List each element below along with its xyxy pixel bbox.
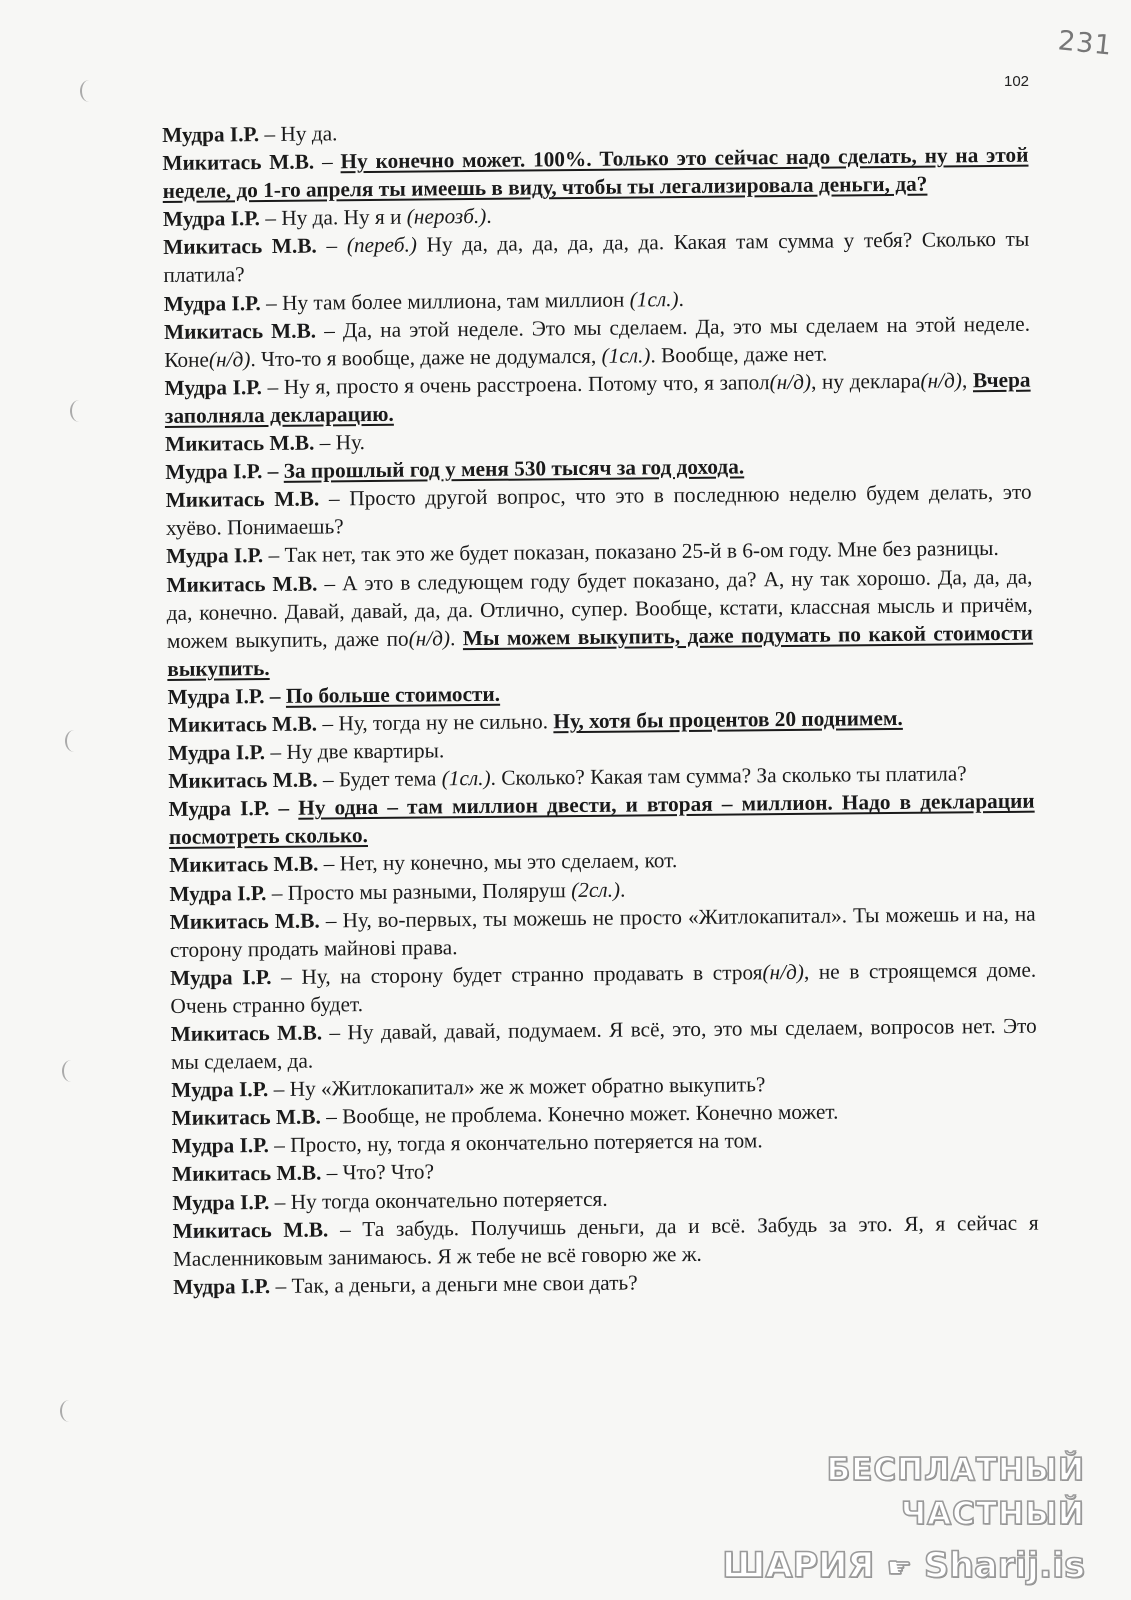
transcriber-note: (н/д)	[920, 368, 963, 393]
utterance-text: .	[486, 204, 492, 229]
handwritten-page-number: 231	[1056, 25, 1115, 62]
speaker-name: Микитась М.В.	[169, 851, 319, 878]
pointing-hand-icon: ☛	[886, 1551, 912, 1584]
speaker-dash: –	[321, 149, 333, 174]
utterance-text: Просто, ну, тогда я окончательно потеряется на том.	[290, 1128, 763, 1158]
speaker-dash: –	[270, 739, 282, 765]
speaker-name: Мудра І.Р.	[167, 683, 265, 709]
speaker-name: Микитась М.В.	[172, 1217, 329, 1243]
utterance-text: Ну «Житлокапитал» же ж может обратно выкупить?	[289, 1072, 766, 1102]
utterance-text: . Что-то я вообще, даже не додумался,	[250, 343, 602, 371]
speaker-dash: –	[328, 486, 340, 511]
speaker-name: Мудра І.Р.	[171, 1133, 269, 1159]
speaker-name: Микитась М.В.	[171, 1104, 321, 1131]
emphasized-text: Мы можем выкупить, даже подумать по какой стоимости выкупить.	[167, 620, 1034, 681]
punch-hole-mark	[80, 80, 98, 102]
speaker-dash: –	[329, 1020, 341, 1045]
utterance-text: . Сколько? Какая там сумма? За сколько ты платила?	[490, 761, 967, 791]
utterance-text: Просто мы разными, Поляруш	[287, 877, 572, 905]
utterance	[171, 1012, 1037, 1076]
utterance-text: Ну две квартиры.	[286, 738, 445, 764]
speaker-name: Микитась М.В.	[166, 571, 318, 597]
speaker-dash: –	[326, 1160, 338, 1185]
utterance-text: . Вообще, даже нет.	[650, 341, 828, 368]
speaker-dash: –	[278, 796, 290, 821]
transcriber-note: (переб.)	[346, 232, 418, 258]
punch-hole-mark	[60, 1400, 78, 1422]
speaker-dash: –	[269, 683, 281, 708]
watermark-line2	[705, 1538, 1085, 1596]
utterance-text: Ну.	[335, 430, 366, 455]
transcriber-note: (н/д)	[408, 625, 451, 651]
utterance-text: .	[678, 286, 685, 311]
speaker-dash: –	[324, 318, 335, 343]
speaker-name: Микитась М.В.	[168, 767, 318, 794]
speaker-name: Мудра І.Р.	[173, 1273, 271, 1299]
transcriber-note: (1сл.)	[441, 766, 491, 791]
utterance-text: Ну да.	[280, 121, 338, 146]
emphasized-text: Ну одна – там миллион двести, и вторая – миллион. Надо в декларации посмотреть сколько.	[168, 788, 1035, 850]
transcriber-note: (н/д)	[208, 346, 251, 372]
utterance-text: ,	[961, 368, 973, 393]
speaker-name: Мудра І.Р.	[167, 740, 266, 766]
utterance-text: Ну тогда окончательно потеряется.	[290, 1186, 608, 1214]
utterance-text: Вообще, не проблема. Конечно может. Конечно может.	[342, 1099, 839, 1129]
watermark-brand: ШАРИЯ	[722, 1546, 875, 1586]
speaker-dash: –	[271, 880, 283, 905]
speaker-dash: –	[273, 1077, 285, 1102]
utterance-text: Нет, ну конечно, мы это сделаем, кот.	[339, 848, 678, 876]
watermark	[705, 1448, 1085, 1596]
speaker-dash: –	[324, 570, 336, 595]
speaker-name: Мудра І.Р.	[166, 543, 264, 569]
transcriber-note: (нерозб.)	[406, 204, 487, 229]
speaker-dash: –	[267, 459, 279, 484]
speaker-dash: –	[267, 374, 279, 399]
utterance	[170, 955, 1036, 1019]
speaker-name: Микитась М.В.	[163, 233, 317, 260]
speaker-dash: –	[339, 1216, 351, 1241]
speaker-name: Микитась М.В.	[171, 1160, 322, 1187]
speaker-name: Мудра І.Р.	[168, 796, 270, 822]
speaker-name: Мудра І.Р.	[164, 374, 262, 400]
utterance-text: Ну, на сторону будет странно продавать в строя	[301, 960, 763, 989]
speaker-name: Микитась М.В.	[169, 908, 320, 934]
utterance-text: Будет тема	[338, 766, 442, 792]
utterance	[164, 366, 1030, 430]
utterance-text: .	[619, 877, 626, 902]
speaker-name: Микитась М.В.	[163, 318, 317, 344]
speaker-dash: –	[322, 711, 334, 736]
punch-hole-mark	[65, 730, 83, 752]
speaker-name: Микитась М.В.	[164, 430, 315, 457]
speaker-name: Мудра І.Р.	[170, 964, 272, 990]
emphasized-text: Ну, хотя бы процентов 20 поднимем.	[553, 705, 903, 734]
speaker-dash: –	[274, 1189, 286, 1214]
utterance	[162, 141, 1028, 205]
utterance	[166, 562, 1033, 683]
utterance-text: Ну, тогда ну не сильно.	[338, 709, 554, 736]
speaker-name: Мудра І.Р.	[163, 290, 261, 316]
speaker-dash: –	[319, 430, 331, 455]
page-number: 102	[1004, 73, 1030, 90]
speaker-dash: –	[265, 206, 277, 231]
utterance	[170, 899, 1036, 963]
transcriber-note: (1сл.)	[601, 343, 651, 368]
utterance	[168, 787, 1034, 851]
utterance	[163, 225, 1029, 289]
utterance-text: Ну, во-первых, ты можешь не просто «Житлокапитал». Ты можешь и на, на сторону продать майнові права.	[169, 901, 1036, 962]
utterance-text: Да, на этой неделе. Это мы сделаем. Да, это мы сделаем на этой неделе. Коне	[164, 311, 1031, 372]
emphasized-text: По больше стоимости.	[285, 681, 501, 708]
speaker-name: Мудра І.Р.	[162, 206, 261, 232]
speaker-dash: –	[326, 233, 338, 258]
speaker-dash: –	[326, 1104, 337, 1129]
speaker-name: Микитась М.В.	[162, 149, 315, 176]
utterance-text: , не в строящемся доме. Очень странно будет.	[170, 957, 1037, 1018]
emphasized-text: Вчера заполняла декларацию.	[164, 367, 1031, 428]
speaker-name: Мудра І.Р.	[165, 459, 263, 485]
utterance-text: Ну я, просто я очень расстроена. Потому что, я запол	[283, 370, 770, 399]
emphasized-text: Ну конечно может. 100%. Только это сейчас надо сделать, ну на этой неделе, до 1-го апреля ты имеешь в виду, чтобы ты легализировала деньги, да?	[162, 142, 1029, 204]
utterance	[173, 1208, 1039, 1272]
utterance-text: .	[449, 625, 463, 650]
utterance-text: , ну деклара	[810, 368, 921, 394]
utterance	[166, 478, 1032, 542]
utterance-text: Ну да, да, да, да, да, да. Какая там сумма у тебя? Сколько ты платила?	[163, 227, 1030, 288]
speaker-dash: –	[280, 964, 292, 989]
speaker-name: Микитась М.В.	[165, 486, 320, 513]
speaker-dash: –	[264, 121, 276, 147]
utterance-text: Что? Что?	[342, 1159, 435, 1185]
watermark-line1: БЕСПЛАТНЫЙ ЧАСТНЫЙ	[826, 1452, 1085, 1532]
transcriber-note: (1сл.)	[629, 286, 679, 312]
punch-hole-mark	[62, 1060, 80, 1082]
speaker-name: Микитась М.В.	[167, 711, 318, 737]
speaker-dash: –	[274, 1133, 285, 1158]
transcriber-note: (2сл.)	[571, 877, 621, 902]
emphasized-text: За прошлый год у меня 530 тысяч за год дохода.	[283, 454, 745, 483]
speaker-dash: –	[268, 543, 280, 568]
speaker-name: Микитась М.В.	[170, 1020, 323, 1046]
transcriber-note: (н/д)	[769, 369, 812, 395]
punch-hole-mark	[70, 400, 88, 422]
speaker-name: Мудра І.Р.	[169, 880, 267, 906]
transcriber-note: (н/д)	[762, 959, 805, 985]
utterance-text: Просто другой вопрос, что это в последнюю неделю будем делать, это хуёво. Понимаешь?	[165, 479, 1032, 541]
speaker-dash: –	[265, 290, 277, 315]
utterance	[164, 309, 1030, 373]
speaker-dash: –	[323, 851, 335, 876]
speaker-dash: –	[322, 767, 334, 792]
speaker-dash: –	[325, 907, 337, 933]
utterance-text: Та забудь. Получишь деньги, да и всё. Забудь за это. Я, я сейчас я Масленниковым занимаюсь. Я ж тебе не всё говорю же ж.	[172, 1210, 1039, 1271]
utterance-text: Ну давай, давай, подумаем. Я всё, это, это мы сделаем, вопросов нет. Это мы сделаем, да.	[170, 1013, 1037, 1075]
utterance-text: А это в следующем году будет показано, да? А, ну так хорошо. Да, да, да, да, конечно. Давай, давай, да, да. Отлично, супер. Вообще, кстати, классная мысль и причём, можем выкупить, даже по	[166, 564, 1033, 653]
utterance-text: Ну там более миллиона, там миллион	[281, 287, 630, 315]
speaker-dash: –	[275, 1273, 287, 1298]
speaker-name: Мудра І.Р.	[171, 1077, 269, 1103]
utterance-text: Так, а деньги, а деньги мне свои дать?	[291, 1270, 638, 1298]
transcript	[162, 113, 1039, 1301]
speaker-name: Мудра І.Р.	[172, 1189, 270, 1215]
utterance-text: Ну да. Ну я и	[281, 204, 407, 231]
speaker-name: Мудра І.Р.	[162, 122, 260, 147]
utterance-text: Так нет, так это же будет показан, показано 25-й в 6-ом году. Мне без разницы.	[284, 536, 999, 568]
watermark-site: Sharij.is	[923, 1546, 1085, 1586]
